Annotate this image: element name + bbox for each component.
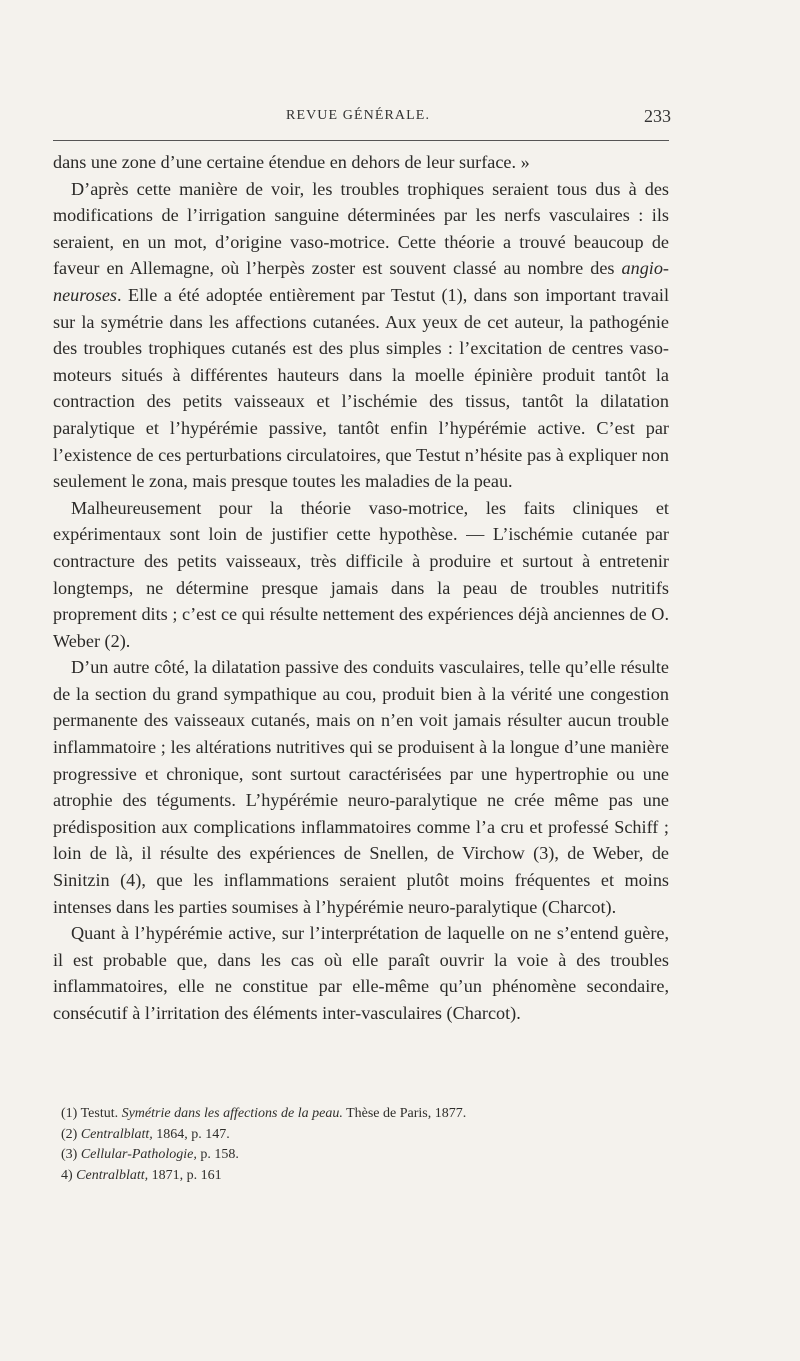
paragraph-2-text-b: . Elle a été adoptée entièrement par Testut (1), dans son important travail sur la symétrie dans les affections cutanées. Aux yeux de cet auteur, la pathogénie des troubles trophiques cutanés est des plus simples : l’excitation de centres vaso-moteurs situés à différentes hauteurs dans la moelle épinière produit tantôt la contraction des petits vaisseaux et l’ischémie des tissus, tantôt la dilatation paralytique et l’hypérémie passive, tantôt enfin l’hypérémie active. C’est par l’existence de ces perturbations circulatoires, que Testut n’hésite pas à expliquer non seulement le zona, mais presque toutes les maladies de la peau.	[53, 284, 669, 492]
footnote-number: 4)	[61, 1168, 73, 1184]
footnote-number: (1)	[61, 1106, 78, 1121]
footnote-title: Centralblatt,	[76, 1168, 149, 1184]
footnote-3	[61, 1145, 669, 1166]
running-title: REVUE GÉNÉRALE.	[286, 108, 431, 123]
footnote-details: p. 158.	[200, 1147, 239, 1163]
footnote-author: Testut.	[80, 1106, 119, 1121]
angio-neuroses-term: angio-neuroses	[53, 258, 669, 305]
footnote-number: (2)	[61, 1126, 78, 1142]
footnote-title: Centralblatt,	[80, 1126, 153, 1142]
paragraph-2	[53, 176, 669, 495]
footnote-details: 1871, p. 161	[151, 1168, 222, 1184]
main-text	[53, 149, 669, 1027]
paragraph-1: dans une zone d’une certaine étendue en dehors de leur surface. »	[53, 152, 530, 172]
header-rule	[53, 140, 669, 141]
footnotes	[61, 1104, 669, 1187]
footnote-details: 1864, p. 147.	[156, 1126, 230, 1142]
running-header	[0, 108, 800, 136]
footnote-title: Symétrie dans les affections de la peau.	[121, 1106, 343, 1121]
paragraph-2-text-a: D’après cette manière de voir, les troubles trophiques seraient tous dus à des modifications de l’irrigation sanguine déterminées par les nerfs vasculaires : ils seraient, en un mot, d’origine vaso-motrice. Cette théorie a trouvé beaucoup de faveur en Allemagne, où l’herpès zoster est souvent classé au nombre des	[53, 178, 669, 279]
footnote-title: Cellular-Pathologie,	[80, 1147, 197, 1163]
paragraph-3: Malheureusement pour la théorie vaso-motrice, les faits cliniques et expérimentaux sont loin de justifier cette hypothèse. — L’ischémie cutanée par contracture des petits vaisseaux, très difficile à produire et surtout à entretenir longtemps, ne détermine presque jamais dans la peau de troubles nutritifs proprement dits ; c’est ce qui résulte nettement des expériences déjà anciennes de O. Weber (2).	[53, 497, 669, 651]
paragraph-5: Quant à l’hypérémie active, sur l’interprétation de laquelle on ne s’entend guère, il est probable que, dans les cas où elle paraît ouvrir la voie à des troubles inflammatoires, elle ne constitue par elle-même qu’un phénomène secondaire, consécutif à l’irritation des éléments inter-vasculaires (Charcot).	[53, 923, 669, 1023]
footnote-1	[61, 1104, 669, 1125]
footnote-4	[61, 1166, 669, 1187]
footnote-number: (3)	[61, 1147, 78, 1163]
footnote-2	[61, 1125, 669, 1146]
page-number: 233	[644, 106, 671, 126]
paragraph-4: D’un autre côté, la dilatation passive des conduits vasculaires, telle qu’elle résulte de la section du grand sympathique au cou, produit bien à la vérité une congestion permanente des vaisseaux cutanés, mais on n’en voit jamais résulter aucun trouble inflammatoire ; les altérations nutritives qui se produisent à la longue d’une manière progressive et chronique, sont surtout caractérisées par une hypertrophie ou une atrophie des téguments. L’hypérémie neuro-paralytique ne crée même pas une prédisposition aux complications inflammatoires comme l’a cru et professé Schiff ; loin de là, il résulte des expériences de Snellen, de Virchow (3), de Weber, de Sinitzin (4), que les inflammations seraient plutôt moins fréquentes et moins intenses dans les parties soumises à l’hypérémie neuro-paralytique (Charcot).	[53, 657, 669, 917]
footnote-details: Thèse de Paris, 1877.	[346, 1106, 467, 1121]
